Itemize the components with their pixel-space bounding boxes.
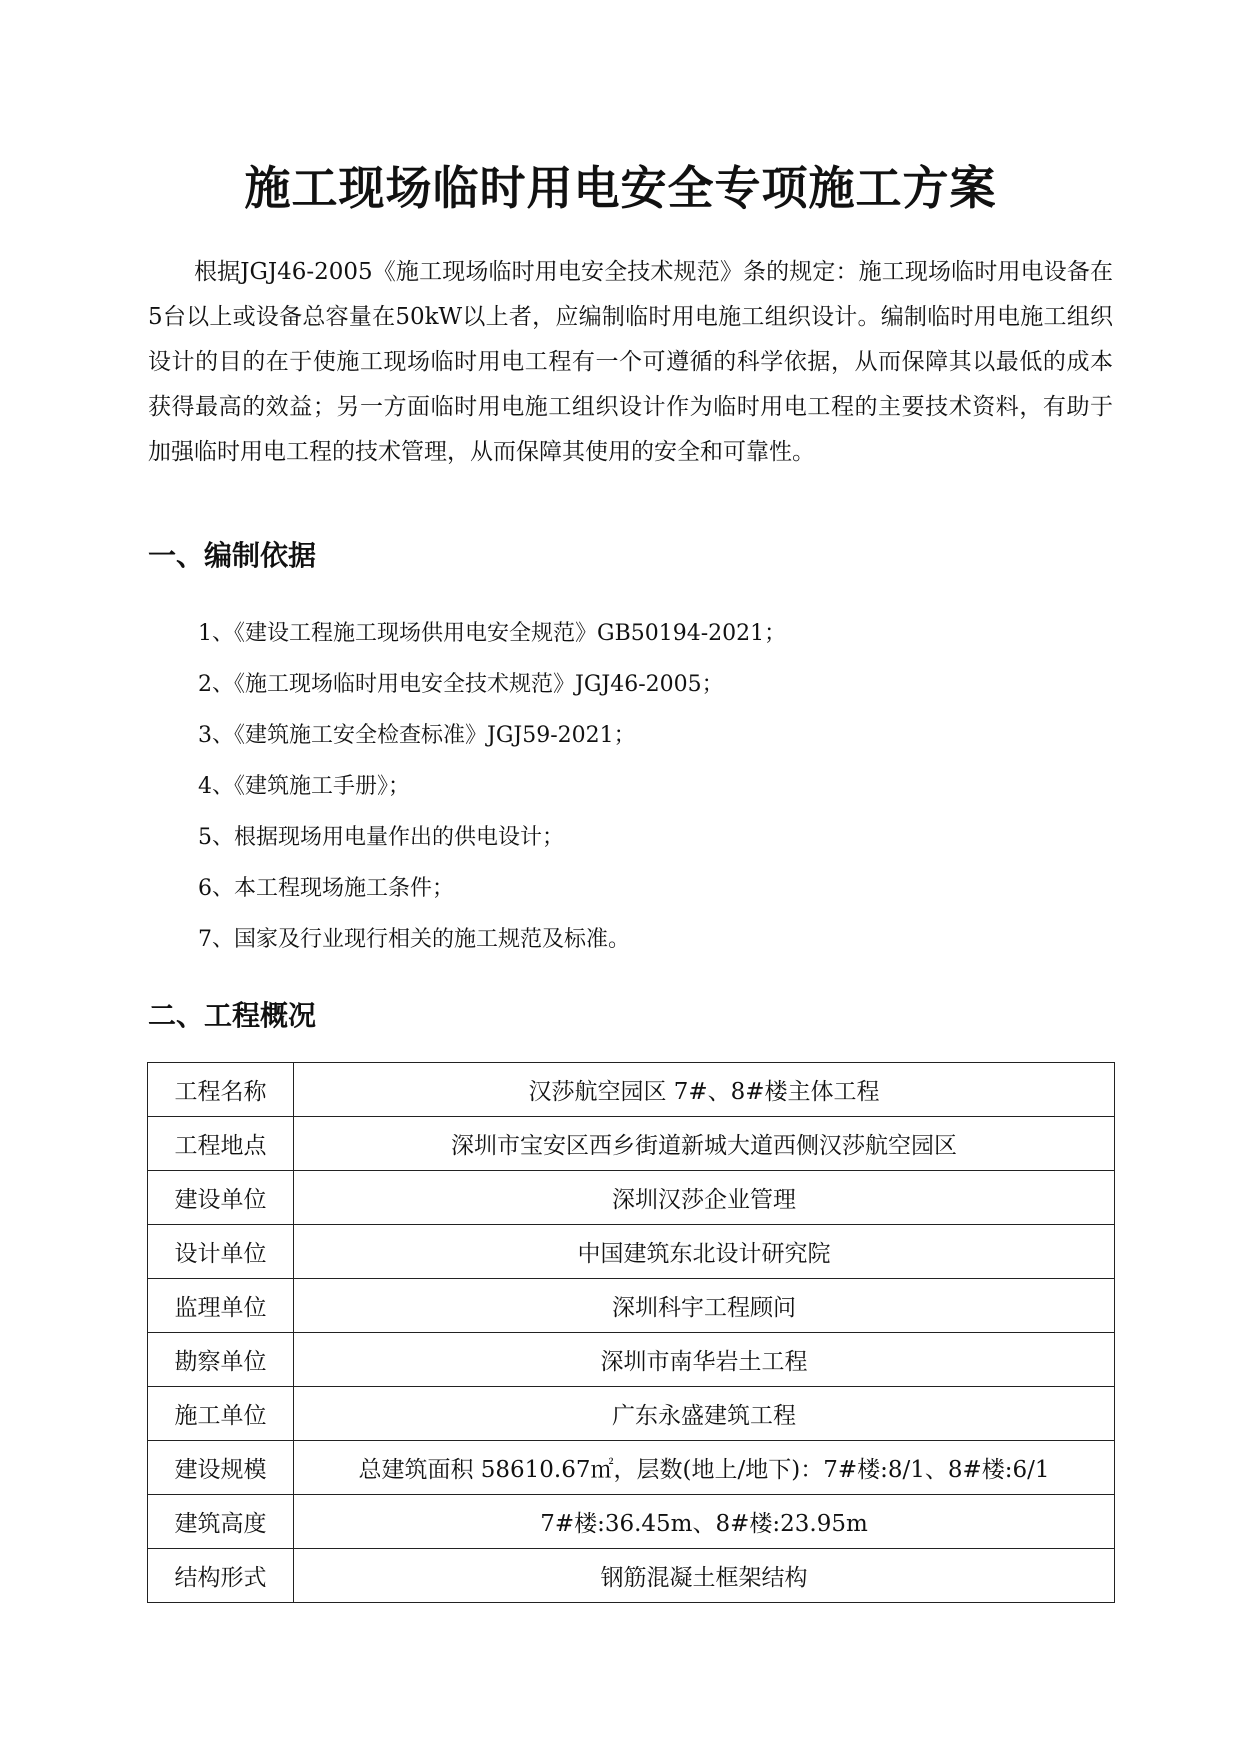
list-item: 5、根据现场用电量作出的供电设计；: [198, 825, 564, 850]
row-label: 结构形式: [148, 1549, 294, 1603]
list-item: 3、《建筑施工安全检查标准》JGJ59-2021；: [198, 723, 636, 748]
table-row: [148, 1333, 1115, 1387]
row-value: 广东永盛建筑工程: [294, 1387, 1115, 1441]
table-row: [148, 1495, 1115, 1549]
document-title: 施工现场临时用电安全专项施工方案: [244, 161, 997, 215]
row-value: 总建筑面积 58610.67㎡，层数(地上/地下)：7#楼:8/1、8#楼:6/1: [294, 1441, 1115, 1495]
row-value: 钢筋混凝土框架结构: [294, 1549, 1115, 1603]
section-heading-basis: 一、编制依据: [148, 539, 317, 572]
table-row: [148, 1171, 1115, 1225]
list-item: 4、《建筑施工手册》；: [198, 774, 410, 799]
row-label: 监理单位: [148, 1279, 294, 1333]
table-row: [148, 1063, 1115, 1117]
row-value: 汉莎航空园区 7#、8#楼主体工程: [294, 1063, 1115, 1117]
intro-paragraph: 根据JGJ46-2005《施工现场临时用电安全技术规范》条的规定：施工现场临时用电设备在5台以上或设备总容量在50kW以上者，应编制临时用电施工组织设计。编制临时用电施工组织设计的目的在于使施工现场临时用电工程有一个可遵循的科学依据，从而保障其以最低的成本获得最高的效益；另一方面临时用电施工组织设计作为临时用电工程的主要技术资料，有助于加强临时用电工程的技术管理，从而保障其使用的安全和可靠性。: [148, 259, 1113, 465]
table-row: [148, 1387, 1115, 1441]
basis-list: [198, 608, 1098, 965]
row-label: 建设规模: [148, 1441, 294, 1495]
table-row: [148, 1441, 1115, 1495]
list-item: 1、《建设工程施工现场供用电安全规范》GB50194-2021；: [198, 621, 787, 646]
table-row: [148, 1225, 1115, 1279]
row-label: 设计单位: [148, 1225, 294, 1279]
row-value: 深圳科宇工程顾问: [294, 1279, 1115, 1333]
row-label: 建设单位: [148, 1171, 294, 1225]
project-overview-table: [147, 1062, 1115, 1603]
row-value: 7#楼:36.45m、8#楼:23.95m: [294, 1495, 1115, 1549]
list-item: 2、《施工现场临时用电安全技术规范》JGJ46-2005；: [198, 672, 724, 697]
row-label: 工程地点: [148, 1117, 294, 1171]
list-item: 7、国家及行业现行相关的施工规范及标准。: [198, 927, 630, 952]
row-label: 工程名称: [148, 1063, 294, 1117]
table-row: [148, 1279, 1115, 1333]
row-value: 中国建筑东北设计研究院: [294, 1225, 1115, 1279]
section-heading-overview: 二、工程概况: [148, 999, 317, 1032]
row-value: 深圳汉莎企业管理: [294, 1171, 1115, 1225]
table-row: [148, 1117, 1115, 1171]
row-label: 建筑高度: [148, 1495, 294, 1549]
row-value: 深圳市南华岩土工程: [294, 1333, 1115, 1387]
row-label: 施工单位: [148, 1387, 294, 1441]
row-label: 勘察单位: [148, 1333, 294, 1387]
list-item: 6、本工程现场施工条件；: [198, 876, 454, 901]
row-value: 深圳市宝安区西乡街道新城大道西侧汉莎航空园区: [294, 1117, 1115, 1171]
table-row: [148, 1549, 1115, 1603]
